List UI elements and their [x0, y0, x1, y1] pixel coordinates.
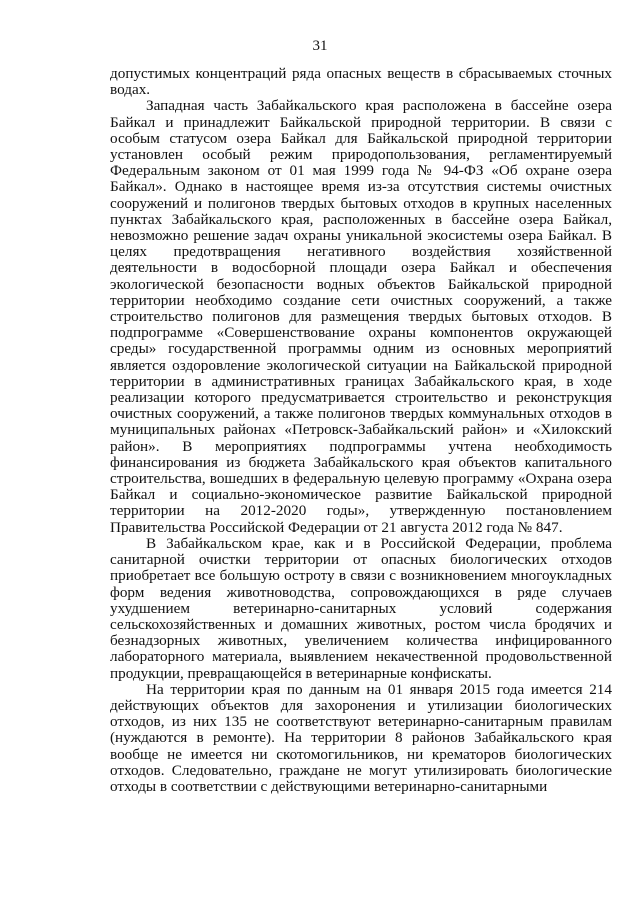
- paragraph-continuation: допустимых концентраций ряда опасных веществ в сбрасываемых сточных водах.: [110, 65, 612, 99]
- body-text: [110, 66, 612, 795]
- paragraph-disposal-facilities: На территории края по данным на 01 января 2015 года имеется 214 действующих объектов для захоронения и утилизации биологических отходов, из них 135 не соответствуют ветеринарно-санитарным правилам (нуждаются в ремонте). На территории 8 районов Забайкальского края вообще не имеется ни скотомогильников, ни крематоров биологических отходов. Следовательно, граждане не могут утилизировать биологические отходы в соответствии с действующими ветеринарно-санитарными: [110, 680, 612, 795]
- page-number: 31: [312, 38, 328, 54]
- paragraph-baikal-territory: Западная часть Забайкальского края расположена в бассейне озера Байкал и принадлежит Байкальской природной территории. В связи с особым статусом озера Байкал для Байкальской природной территории установлен особый режим природопользования, регламентируемый Федеральным законом от 01 мая 1999 года № 94-ФЗ «Об охране озера Байкал». Однако в настоящее время из-за отсутствия системы очистных сооружений и полигонов твердых бытовых отходов в крупных населенных пунктах Забайкальского края, расположенных в бассейне озера Байкал, невозможно решение задач охраны уникальной экосистемы озера Байкал. В целях предотвращения негативного воздействия хозяйственной деятельности в водосборной площади озера Байкал и обеспечения экологической безопасности водных объектов Байкальской природной территории необходимо создание сети очистных сооружений, а также строительство полигонов для размещения твердых бытовых отходов. В подпрограмме «Совершенствование охраны компонентов окружающей среды» государственной программы одним из основных мероприятий является оздоровление экологической ситуации на Байкальской природной территории в административных границах Забайкальского края, в ходе реализации которого предусматривается строительство и реконструкция очистных сооружений, а также полигонов твердых коммунальных отходов в муниципальных районах «Петровск-Забайкальский район» и «Хилокский район». В мероприятиях подпрограммы учтена необходимость финансирования из бюджета Забайкальского края объектов капитального строительства, вошедших в федеральную целевую программу «Охрана озера Байкал и социально-экономическое развитие Байкальской природной территории на 2012-2020 годы», утвержденную постановлением Правительства Российской Федерации от 21 августа 2012 года № 847.: [110, 97, 612, 536]
- paragraph-biological-waste-problem: В Забайкальском крае, как и в Российской Федерации, проблема санитарной очистки территории от опасных биологических отходов приобретает все большую остроту в связи с возникновением многоукладных форм ведения животноводства, сопровождающихся в ряде случаев ухудшением ветеринарно-санитарных условий содержания сельскохозяйственных и домашних животных, ростом числа бродячих и безнадзорных животных, увеличением количества инфицированного лабораторного материала, выявлением некачественной продовольственной продукции, превращающейся в ветеринарные конфискаты.: [110, 534, 612, 682]
